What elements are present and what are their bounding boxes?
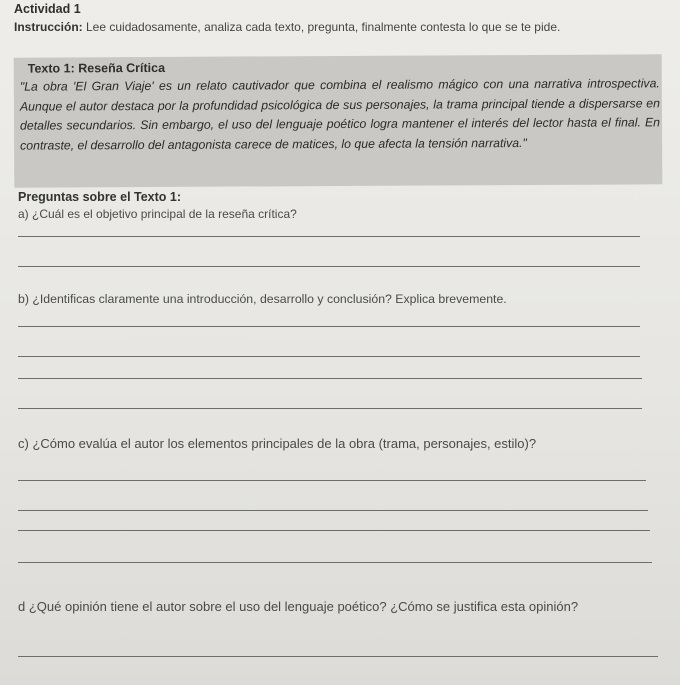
question-b: b) ¿Identificas claramente una introducción, desarrollo y conclusión? Explica brevemente. (18, 292, 507, 306)
question-d: d ¿Qué opinión tiene el autor sobre el uso del lenguaje poético? ¿Cómo se justifica esta opinión? (18, 599, 579, 614)
question-c: c) ¿Cómo evalúa el autor los elementos principales de la obra (trama, personajes, estilo)? (18, 436, 537, 451)
answer-line-b1[interactable] (18, 326, 640, 327)
text1-title: Texto 1: Reseña Crítica (27, 60, 166, 76)
answer-line-b2[interactable] (18, 356, 640, 357)
answer-line-a2[interactable] (18, 266, 640, 267)
answer-line-d1[interactable] (18, 656, 658, 657)
answer-line-c1[interactable] (18, 480, 646, 481)
answer-line-a1[interactable] (18, 236, 640, 237)
answer-line-b4[interactable] (18, 408, 642, 409)
text1-body: "La obra 'El Gran Viaje' es un relato cautivador que combina el realismo mágico con una narrativa introspectiva. Aunque el autor destaca por la profundidad psicológica de sus personajes, la trama principal tiende a dispersarse en detalles secundarios. Sin embargo, el uso del lenguaje poético logra mantener el interés del lector hasta el final. En contraste, el desarrollo del antagonista carece de matices, lo que afecta la tensión narrativa." (19, 76, 661, 153)
text1-box (14, 54, 663, 187)
instruction-body: Lee cuidadosamente, analiza cada texto, pregunta, finalmente contesta lo que se te pide. (82, 20, 561, 34)
answer-line-c4[interactable] (18, 562, 652, 563)
questions-heading: Preguntas sobre el Texto 1: (18, 190, 182, 204)
answer-line-b3[interactable] (18, 378, 642, 379)
question-a: a) ¿Cuál es el objetivo principal de la reseña crítica? (18, 207, 297, 221)
instruction-label: Instrucción: (14, 20, 83, 34)
answer-line-c2[interactable] (18, 510, 648, 511)
activity-title: Actividad 1 (14, 2, 81, 16)
answer-line-c3[interactable] (18, 530, 650, 531)
instruction-text (14, 16, 664, 38)
